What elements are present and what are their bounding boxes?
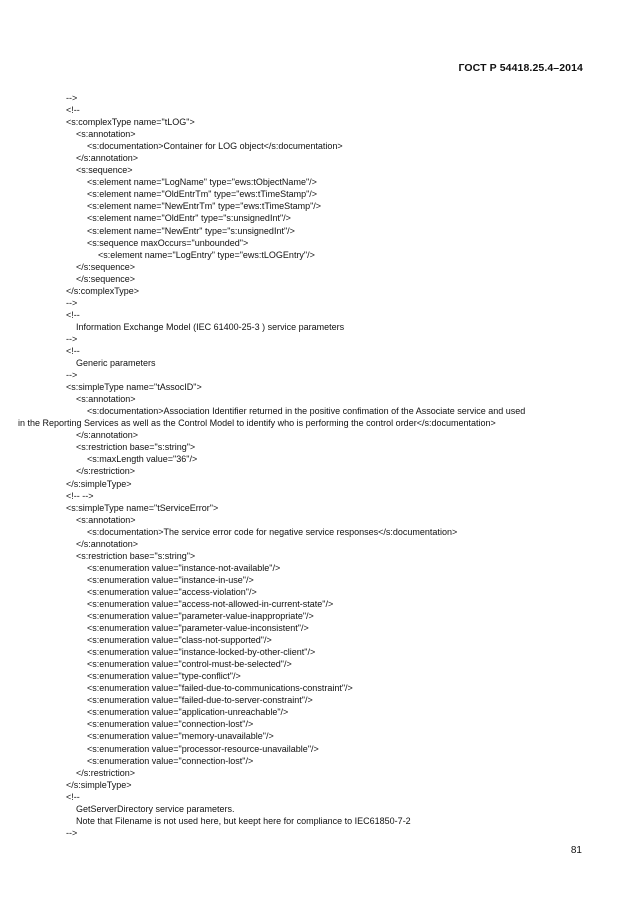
code-line: <s:element name="OldEntr" type="s:unsignedInt"/> xyxy=(87,213,291,224)
code-line: </s:annotation> xyxy=(76,430,139,441)
code-line: <s:enumeration value="memory-unavailable"/> xyxy=(87,731,274,742)
code-line: --> xyxy=(66,297,78,308)
code-line: <s:enumeration value="connection-lost"/> xyxy=(87,755,254,766)
xml-code-listing xyxy=(0,92,630,839)
code-line: <s:enumeration value="processor-resource-unavailable"/> xyxy=(87,743,319,754)
code-line: --> xyxy=(66,827,78,838)
code-line: <s:element name="LogEntry" type="ews:tLOGEntry"/> xyxy=(98,249,315,260)
code-line: <s:element name="NewEntr" type="s:unsignedInt"/> xyxy=(87,225,295,236)
code-line: <s:sequence maxOccurs="unbounded"> xyxy=(87,237,249,248)
code-line: <s:restriction base="s:string"> xyxy=(76,442,196,453)
code-line: <s:enumeration value="class-not-supported"/> xyxy=(87,635,272,646)
code-line: <s:annotation> xyxy=(76,129,136,140)
code-line: GetServerDirectory service parameters. xyxy=(76,803,235,814)
code-line: <!-- xyxy=(66,345,80,356)
code-line: <!-- xyxy=(66,309,80,320)
code-line: <s:enumeration value="access-not-allowed-in-current-state"/> xyxy=(87,598,334,609)
code-line: <s:enumeration value="failed-due-to-server-constraint"/> xyxy=(87,695,313,706)
code-line: <!-- --> xyxy=(66,490,94,501)
code-line: </s:restriction> xyxy=(76,466,136,477)
code-line: </s:annotation> xyxy=(76,538,139,549)
code-line: <s:enumeration value="connection-lost"/> xyxy=(87,719,254,730)
code-line: <s:element name="LogName" type="ews:tObjectName"/> xyxy=(87,177,317,188)
code-line: </s:restriction> xyxy=(76,767,136,778)
code-line: </s:complexType> xyxy=(66,285,140,296)
code-line: <s:enumeration value="instance-in-use"/> xyxy=(87,574,254,585)
code-line: </s:annotation> xyxy=(76,153,139,164)
code-line: <s:restriction base="s:string"> xyxy=(76,550,196,561)
code-line: <s:documentation>Container for LOG object</s:documentation> xyxy=(87,141,343,152)
code-line: <s:enumeration value="type-conflict"/> xyxy=(87,671,241,682)
code-line: </s:sequence> xyxy=(76,261,136,272)
code-line: <s:enumeration value="parameter-value-inconsistent"/> xyxy=(87,623,309,634)
code-line: --> xyxy=(66,333,78,344)
code-line: Information Exchange Model (IEC 61400-25-3 ) service parameters xyxy=(76,321,345,332)
code-line: <s:enumeration value="instance-locked-by-other-client"/> xyxy=(87,647,316,658)
code-line: <s:element name="NewEntrTm" type="ews:tTimeStamp"/> xyxy=(87,201,322,212)
code-line: Generic parameters xyxy=(76,358,156,369)
code-line: <s:enumeration value="failed-due-to-communications-constraint"/> xyxy=(87,683,353,694)
code-line: <s:enumeration value="instance-not-available"/> xyxy=(87,562,281,573)
code-line: <s:annotation> xyxy=(76,514,136,525)
code-line: <s:maxLength value="36"/> xyxy=(87,454,198,465)
code-line: <s:enumeration value="access-violation"/> xyxy=(87,586,257,597)
code-line: <s:sequence> xyxy=(76,165,133,176)
code-line: </s:simpleType> xyxy=(66,779,132,790)
code-line: <s:simpleType name="tAssocID"> xyxy=(66,382,202,393)
code-line: <!-- xyxy=(66,105,80,116)
code-line: --> xyxy=(66,93,78,103)
code-line: </s:sequence> xyxy=(76,273,136,284)
code-line: <s:element name="OldEntrTm" type="ews:tTimeStamp"/> xyxy=(87,189,318,200)
code-line: <s:enumeration value="application-unreachable"/> xyxy=(87,707,289,718)
code-line: in the Reporting Services as well as the Control Model to identify who is performing the control order</s:documentation> xyxy=(18,418,496,429)
code-line: <s:enumeration value="control-must-be-selected"/> xyxy=(87,659,292,670)
standard-header: ГОСТ Р 54418.25.4–2014 xyxy=(458,62,583,74)
code-line: <s:simpleType name="tServiceError"> xyxy=(66,502,219,513)
code-line: <s:documentation>The service error code for negative service responses</s:documentation> xyxy=(87,526,458,537)
code-line: </s:simpleType> xyxy=(66,478,132,489)
code-line: <!-- xyxy=(66,791,80,802)
page-number: 81 xyxy=(570,845,582,856)
code-line: --> xyxy=(66,370,78,381)
code-line: Note that Filename is not used here, but keept here for compliance to IEC61850-7-2 xyxy=(76,815,411,826)
code-line: <s:enumeration value="parameter-value-inappropriate"/> xyxy=(87,611,314,622)
code-line: <s:annotation> xyxy=(76,394,136,405)
code-line: <s:documentation>Association Identifier returned in the positive confimation of the Associate service and used xyxy=(87,406,526,417)
code-line: <s:complexType name="tLOG"> xyxy=(66,117,195,128)
